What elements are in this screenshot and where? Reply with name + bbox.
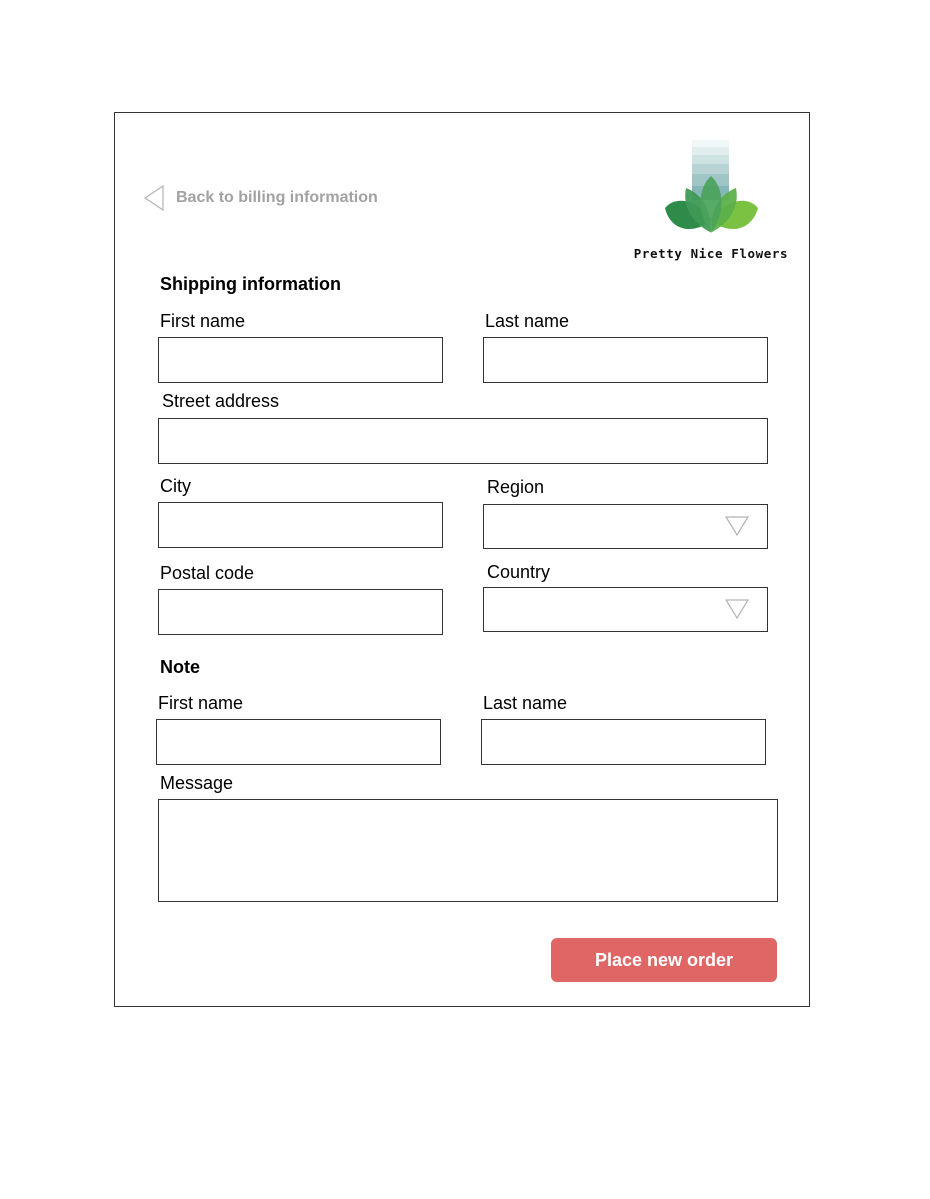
triangle-down-icon: [724, 515, 750, 537]
triangle-down-icon: [724, 598, 750, 620]
message-textarea[interactable]: [158, 799, 778, 902]
postal-code-input[interactable]: [158, 589, 443, 635]
city-label: City: [160, 476, 191, 496]
region-select[interactable]: [483, 504, 768, 549]
message-label: Message: [160, 773, 234, 793]
note-first-name-input[interactable]: [156, 719, 441, 765]
back-to-billing-link[interactable]: [143, 184, 378, 212]
shipping-first-name-input[interactable]: [158, 337, 443, 383]
place-new-order-button[interactable]: Place new order: [551, 938, 777, 982]
back-link-label: Back to billing information: [176, 189, 378, 206]
country-select[interactable]: [483, 587, 768, 632]
postal-code-label: Postal code: [160, 563, 255, 583]
shipping-last-name-input[interactable]: [483, 337, 768, 383]
shipping-last-name-label: Last name: [485, 311, 570, 331]
shipping-first-name-label: First name: [160, 311, 246, 331]
brand-name: Pretty Nice Flowers: [633, 246, 789, 261]
shipping-section-title: Shipping information: [160, 274, 341, 294]
street-address-label: Street address: [162, 391, 280, 411]
country-label: Country: [487, 562, 551, 582]
brand-logo: [630, 136, 792, 266]
street-address-input[interactable]: [158, 418, 768, 464]
note-first-name-label: First name: [158, 693, 244, 713]
triangle-left-icon: [143, 184, 165, 212]
note-last-name-input[interactable]: [481, 719, 766, 765]
lotus-logo-icon: [630, 136, 792, 240]
city-input[interactable]: [158, 502, 443, 548]
note-last-name-label: Last name: [483, 693, 568, 713]
note-section-title: Note: [160, 657, 200, 677]
region-label: Region: [487, 477, 545, 497]
